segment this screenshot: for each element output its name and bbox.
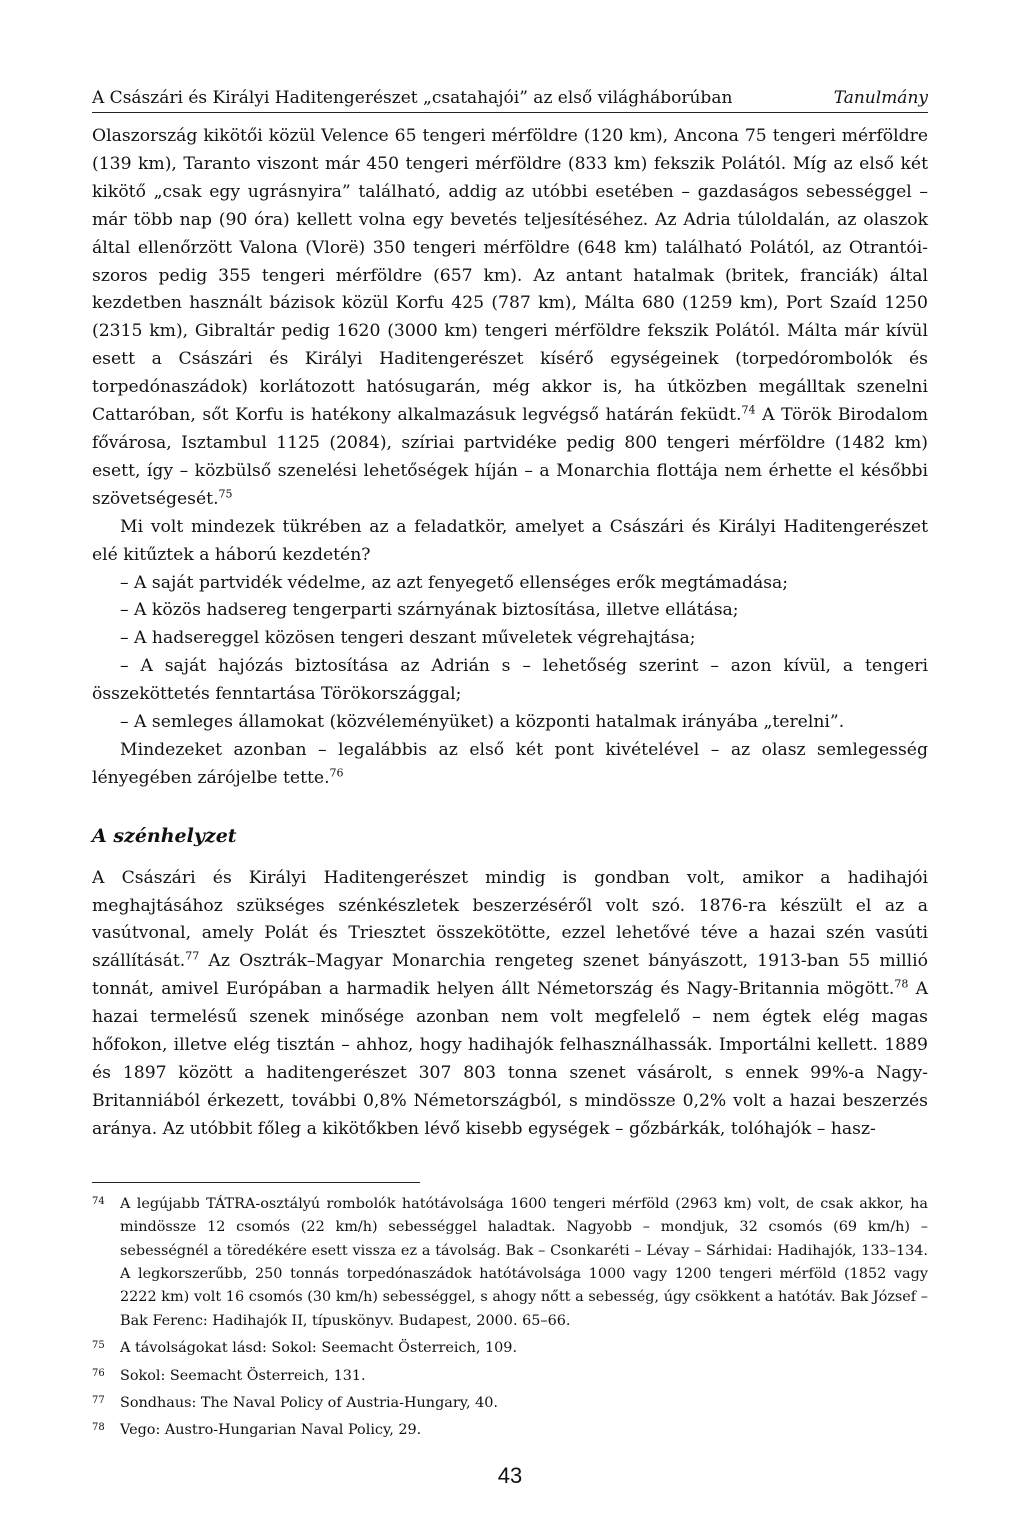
footnote-text: A legújabb TÁTRA-osztályú rombolók hatótávolsága 1600 tengeri mérföld (2963 km) volt, de csak akkor, ha mindössze 12 csomós (22 km/h) sebességgel haladtak. Nagyobb – mondjuk, 32 csomós (69 km/h) – sebességnél a töredékére esett vissza ez a távolság. Bak – Csonkaréti – Lévay – Sárhidai: Hadihajók, 133–134. A legkorszerűbb, 250 tonnás torpedónaszádok hatótávolsága 1000 vagy 1200 tengeri mérföld (1852 vagy 2222 km) volt 16 csomós (30 km/h) sebességgel, s ahogy nőtt a sebesség, úgy csökkent a hatótáv. Bak József – Bak Ferenc: Hadihajók II, típuskönyv. Budapest, 2000. 65–66. bbox=[120, 1195, 928, 1329]
footnotes bbox=[92, 1193, 928, 1443]
header-section: Tanulmány bbox=[833, 88, 928, 108]
list-item: – A saját hajózás biztosítása az Adrián s – lehetőség szerint – azon kívül, a tengeri összeköttetés fenntartása Törökországgal; bbox=[92, 656, 928, 705]
footnote-number: 78 bbox=[92, 1422, 105, 1434]
footnote-number: 74 bbox=[92, 1195, 105, 1207]
footnote bbox=[92, 1419, 928, 1442]
paragraph-4: A Császári és Királyi Haditengerészet mindig is gondban volt, amikor a hadihajói meghajtásához szükséges szénkészletek beszerzéséről volt szó. 1876-ra készült el az a vasútvonal, amely Polát és Triesztet összekötötte, ezzel lehetővé téve a hazai szén vasúti szállítását.$^{77}$ Az Osztrák–Magyar Monarchia rengeteg szenet bányászott, 1913-ban 55 millió tonnát, amivel Európában a harmadik helyen állt Németország és Nagy-Britannia mögött.$^{78}$ A hazai termelésű szenek minősége azonban nem volt megfelelő – nem égtek elég magas hőfokon, illetve elég tisztán – ahhoz, hogy hadihajók felhasználhassák. Importálni kellett. 1889 és 1897 között a haditengerészet 307 803 tonna szenet vásárolt, s ennek 99%-a Nagy-Britanniából érkezett, további 0,8% Németországból, s mindössze 0,2% volt a hazai beszerzés aránya. Az utóbbit főleg a kikötőkben lévő kisebb egységek – gőzbárkák, tolóhajók – hasz- bbox=[92, 867, 928, 1139]
footnote-text: A távolságokat lásd: Sokol: Seemacht Österreich, 109. bbox=[120, 1340, 518, 1357]
footnote-number: 75 bbox=[92, 1340, 105, 1352]
footnote bbox=[92, 1365, 928, 1388]
footnote-divider bbox=[92, 1182, 420, 1183]
footnote bbox=[92, 1392, 928, 1415]
body-text bbox=[92, 123, 928, 1144]
footnote-ref[interactable]: 78 bbox=[894, 977, 909, 991]
footnote bbox=[92, 1337, 928, 1360]
footnote bbox=[92, 1193, 928, 1333]
footnote-ref[interactable]: 77 bbox=[185, 949, 200, 963]
paragraph-1: Olaszország kikötői közül Velence 65 tengeri mérföldre (120 km), Ancona 75 tengeri mérföldre (139 km), Taranto viszont már 450 tengeri mérföldre (833 km) fekszik Polától. Míg az első két kikötő „csak egy ugrásnyira” található, addig az utóbbi esetében – gazdaságos sebességgel – már több nap (90 óra) kellett volna egy bevetés teljesítéséhez. Az Adria túloldalán, az olaszok által ellenőrzött Valona (Vlorë) 350 tengeri mérföldre (648 km) található Polától, az Otrantói-szoros pedig 355 tengeri mérföldre (657 km). Az antant hatalmak (britek, franciák) által kezdetben használt bázisok közül Korfu 425 (787 km), Málta 680 (1259 km), Port Szaíd 1250 (2315 km), Gibraltár pedig 1620 (3000 km) tengeri mérföldre fekszik Polától. Málta már kívül esett a Császári és Királyi Haditengerészet kísérő egységeinek (torpedórombolók és torpedónaszádok) korlátozott hatósugarán, még akkor is, ha útközben megálltak szenelni Cattaróban, sőt Korfu is hatékony alkalmazásuk legvégső határán feküdt.$^{74}$ A Török Birodalom fővárosa, Isztambul 1125 (2084), szíriai partvidéke pedig 800 tengeri mérföldre (1482 km) esett, így – közbülső szenelési lehetőségek híján – a Monarchia flottája nem érhette el későbbi szövetségesét.$^{75}$ bbox=[92, 126, 928, 509]
footnote-ref[interactable]: 74 bbox=[741, 403, 756, 417]
page-number: 43 bbox=[497, 1462, 523, 1488]
paragraph-2: Mi volt mindezek tükrében az a feladatkör, amelyet a Császári és Királyi Haditengerészet elé kitűztek a háború kezdetén? bbox=[92, 516, 928, 565]
footnote-ref[interactable]: 75 bbox=[218, 487, 233, 501]
section-heading: A szénhelyzet bbox=[92, 824, 237, 847]
footnote-number: 77 bbox=[92, 1394, 105, 1406]
paragraph-3: Mindezeket azonban – legalábbis az első két pont kivételével – az olasz semlegesség lényegében zárójelbe tette.$^{76}$ bbox=[92, 739, 928, 788]
footnote-text: Vego: Austro-Hungarian Naval Policy, 29. bbox=[120, 1422, 422, 1439]
list-item: – A hadsereggel közösen tengeri deszant műveletek végrehajtása; bbox=[120, 628, 696, 649]
running-header bbox=[92, 88, 928, 113]
footnote-text: Sondhaus: The Naval Policy of Austria-Hungary, 40. bbox=[120, 1394, 498, 1411]
footnote-text: Sokol: Seemacht Österreich, 131. bbox=[120, 1367, 366, 1384]
list-item: – A semleges államokat (közvéleményüket) a központi hatalmak irányába „terelni”. bbox=[120, 712, 845, 733]
list-item: – A közös hadsereg tengerparti szárnyának biztosítása, illetve ellátása; bbox=[120, 600, 739, 621]
page bbox=[92, 88, 928, 1489]
header-title: A Császári és Királyi Haditengerészet „csatahajói” az első világháborúban bbox=[92, 88, 733, 108]
list-item: – A saját partvidék védelme, az azt fenyegető ellenséges erők megtámadása; bbox=[120, 572, 789, 593]
footnote-number: 76 bbox=[92, 1367, 105, 1379]
footnote-ref[interactable]: 76 bbox=[329, 766, 344, 780]
